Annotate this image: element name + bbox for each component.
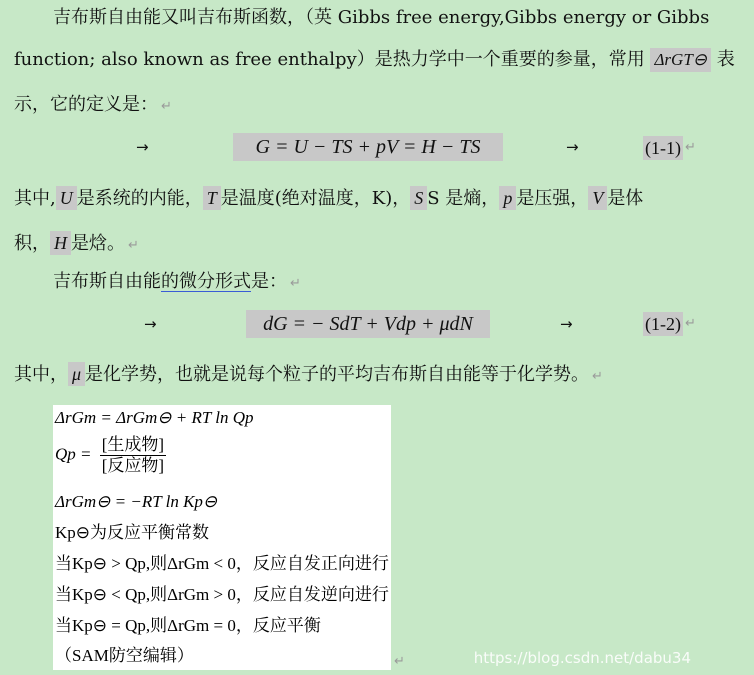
tab-arrow-icon: → xyxy=(144,315,157,333)
paragraph-mark-icon: ↵ xyxy=(685,140,696,155)
fraction-denominator: [反应物] xyxy=(101,456,165,475)
paragraph-mark-icon: ↵ xyxy=(685,316,696,331)
gibbs-symbol: ΔrGT⊖ xyxy=(650,48,711,72)
symbol-mu: μ xyxy=(68,362,85,386)
watermark: https://blog.csdn.net/dabu34 xyxy=(473,649,691,667)
para1-line2-text-b: 表 xyxy=(716,49,735,70)
para1-line1 xyxy=(53,6,710,30)
formula-line-8: （SAM防空编辑） xyxy=(55,646,194,665)
para2-line1 xyxy=(14,186,694,211)
paragraph-mark-icon: ↵ xyxy=(161,99,172,114)
symbol-T: T xyxy=(203,186,221,210)
para1-line2-text-a: function; also known as free enthalpy）是热力学中一个重要的参量，常用 xyxy=(14,49,645,70)
para3-text: 是： xyxy=(251,271,287,292)
para2-text: 是温度(绝对温度，K)， xyxy=(220,188,411,209)
para3 xyxy=(53,270,754,296)
formula-image xyxy=(53,405,391,670)
para1-line1-text: 吉布斯自由能又叫吉布斯函数，（英 Gibbs free energy,Gibbs energy or Gibbs xyxy=(53,7,710,28)
para4-text: 是化学势，也就是说每个粒子的平均吉布斯自由能等于化学势。 xyxy=(85,364,590,385)
para2-text: 是体 xyxy=(607,188,644,209)
para2-text: 是压强， xyxy=(516,188,589,209)
symbol-V: V xyxy=(588,186,607,210)
paragraph-mark-icon: ↵ xyxy=(290,276,301,291)
formula-qp-lhs: Qp = xyxy=(55,444,92,464)
equation-2: dG = − SdT + Vdp + μdN xyxy=(246,310,490,338)
paragraph-mark-icon: ↵ xyxy=(128,238,139,253)
symbol-p: p xyxy=(499,186,516,210)
formula-line-2 xyxy=(55,435,166,476)
formula-fraction xyxy=(100,435,166,476)
para3-underlined-text: 的微分形式 xyxy=(161,271,251,292)
symbol-H: H xyxy=(50,231,71,255)
para1-line2 xyxy=(14,48,735,72)
para4 xyxy=(14,362,694,389)
symbol-S: S xyxy=(410,186,427,210)
para1-line3 xyxy=(14,93,715,119)
para4-text: 其中， xyxy=(14,364,68,385)
paragraph-mark-icon: ↵ xyxy=(592,369,603,384)
formula-line-1: ΔrGm = ΔrGm⊖ + RT ln Qp xyxy=(55,408,254,427)
para3-text: 吉布斯自由能 xyxy=(53,271,161,292)
equation-2-number: (1-2) xyxy=(645,314,681,334)
formula-line-3: ΔrGm⊖ = −RT ln Kp⊖ xyxy=(55,492,218,511)
tab-arrow-icon: → xyxy=(560,315,573,333)
para2-text: S 是熵， xyxy=(427,188,500,209)
para2-text: 是系统的内能， xyxy=(76,188,203,209)
tab-arrow-icon: → xyxy=(566,138,579,156)
para2-text: 其中, xyxy=(14,188,56,209)
formula-line-6: 当Kp⊖ < Qp,则ΔrGm > 0，反应自发逆向进行 xyxy=(55,585,389,604)
equation-1-number: (1-1) xyxy=(645,138,681,158)
formula-line-7: 当Kp⊖ = Qp,则ΔrGm = 0，反应平衡 xyxy=(55,616,321,635)
formula-line-5: 当Kp⊖ > Qp,则ΔrGm < 0，反应自发正向进行 xyxy=(55,554,389,573)
para2-text: 积， xyxy=(14,233,50,254)
fraction-numerator: [生成物] xyxy=(101,435,165,454)
equation-1: G = U − TS + pV = H − TS xyxy=(233,133,503,161)
tab-arrow-icon: → xyxy=(136,138,149,156)
para2-line2 xyxy=(14,231,715,258)
formula-line-4: Kp⊖为反应平衡常数 xyxy=(55,523,210,542)
paragraph-mark-icon: ↵ xyxy=(394,654,405,669)
symbol-U: U xyxy=(56,186,77,210)
para1-line3-text: 示，它的定义是： xyxy=(14,94,158,115)
para2-text: 是焓。 xyxy=(71,233,125,254)
